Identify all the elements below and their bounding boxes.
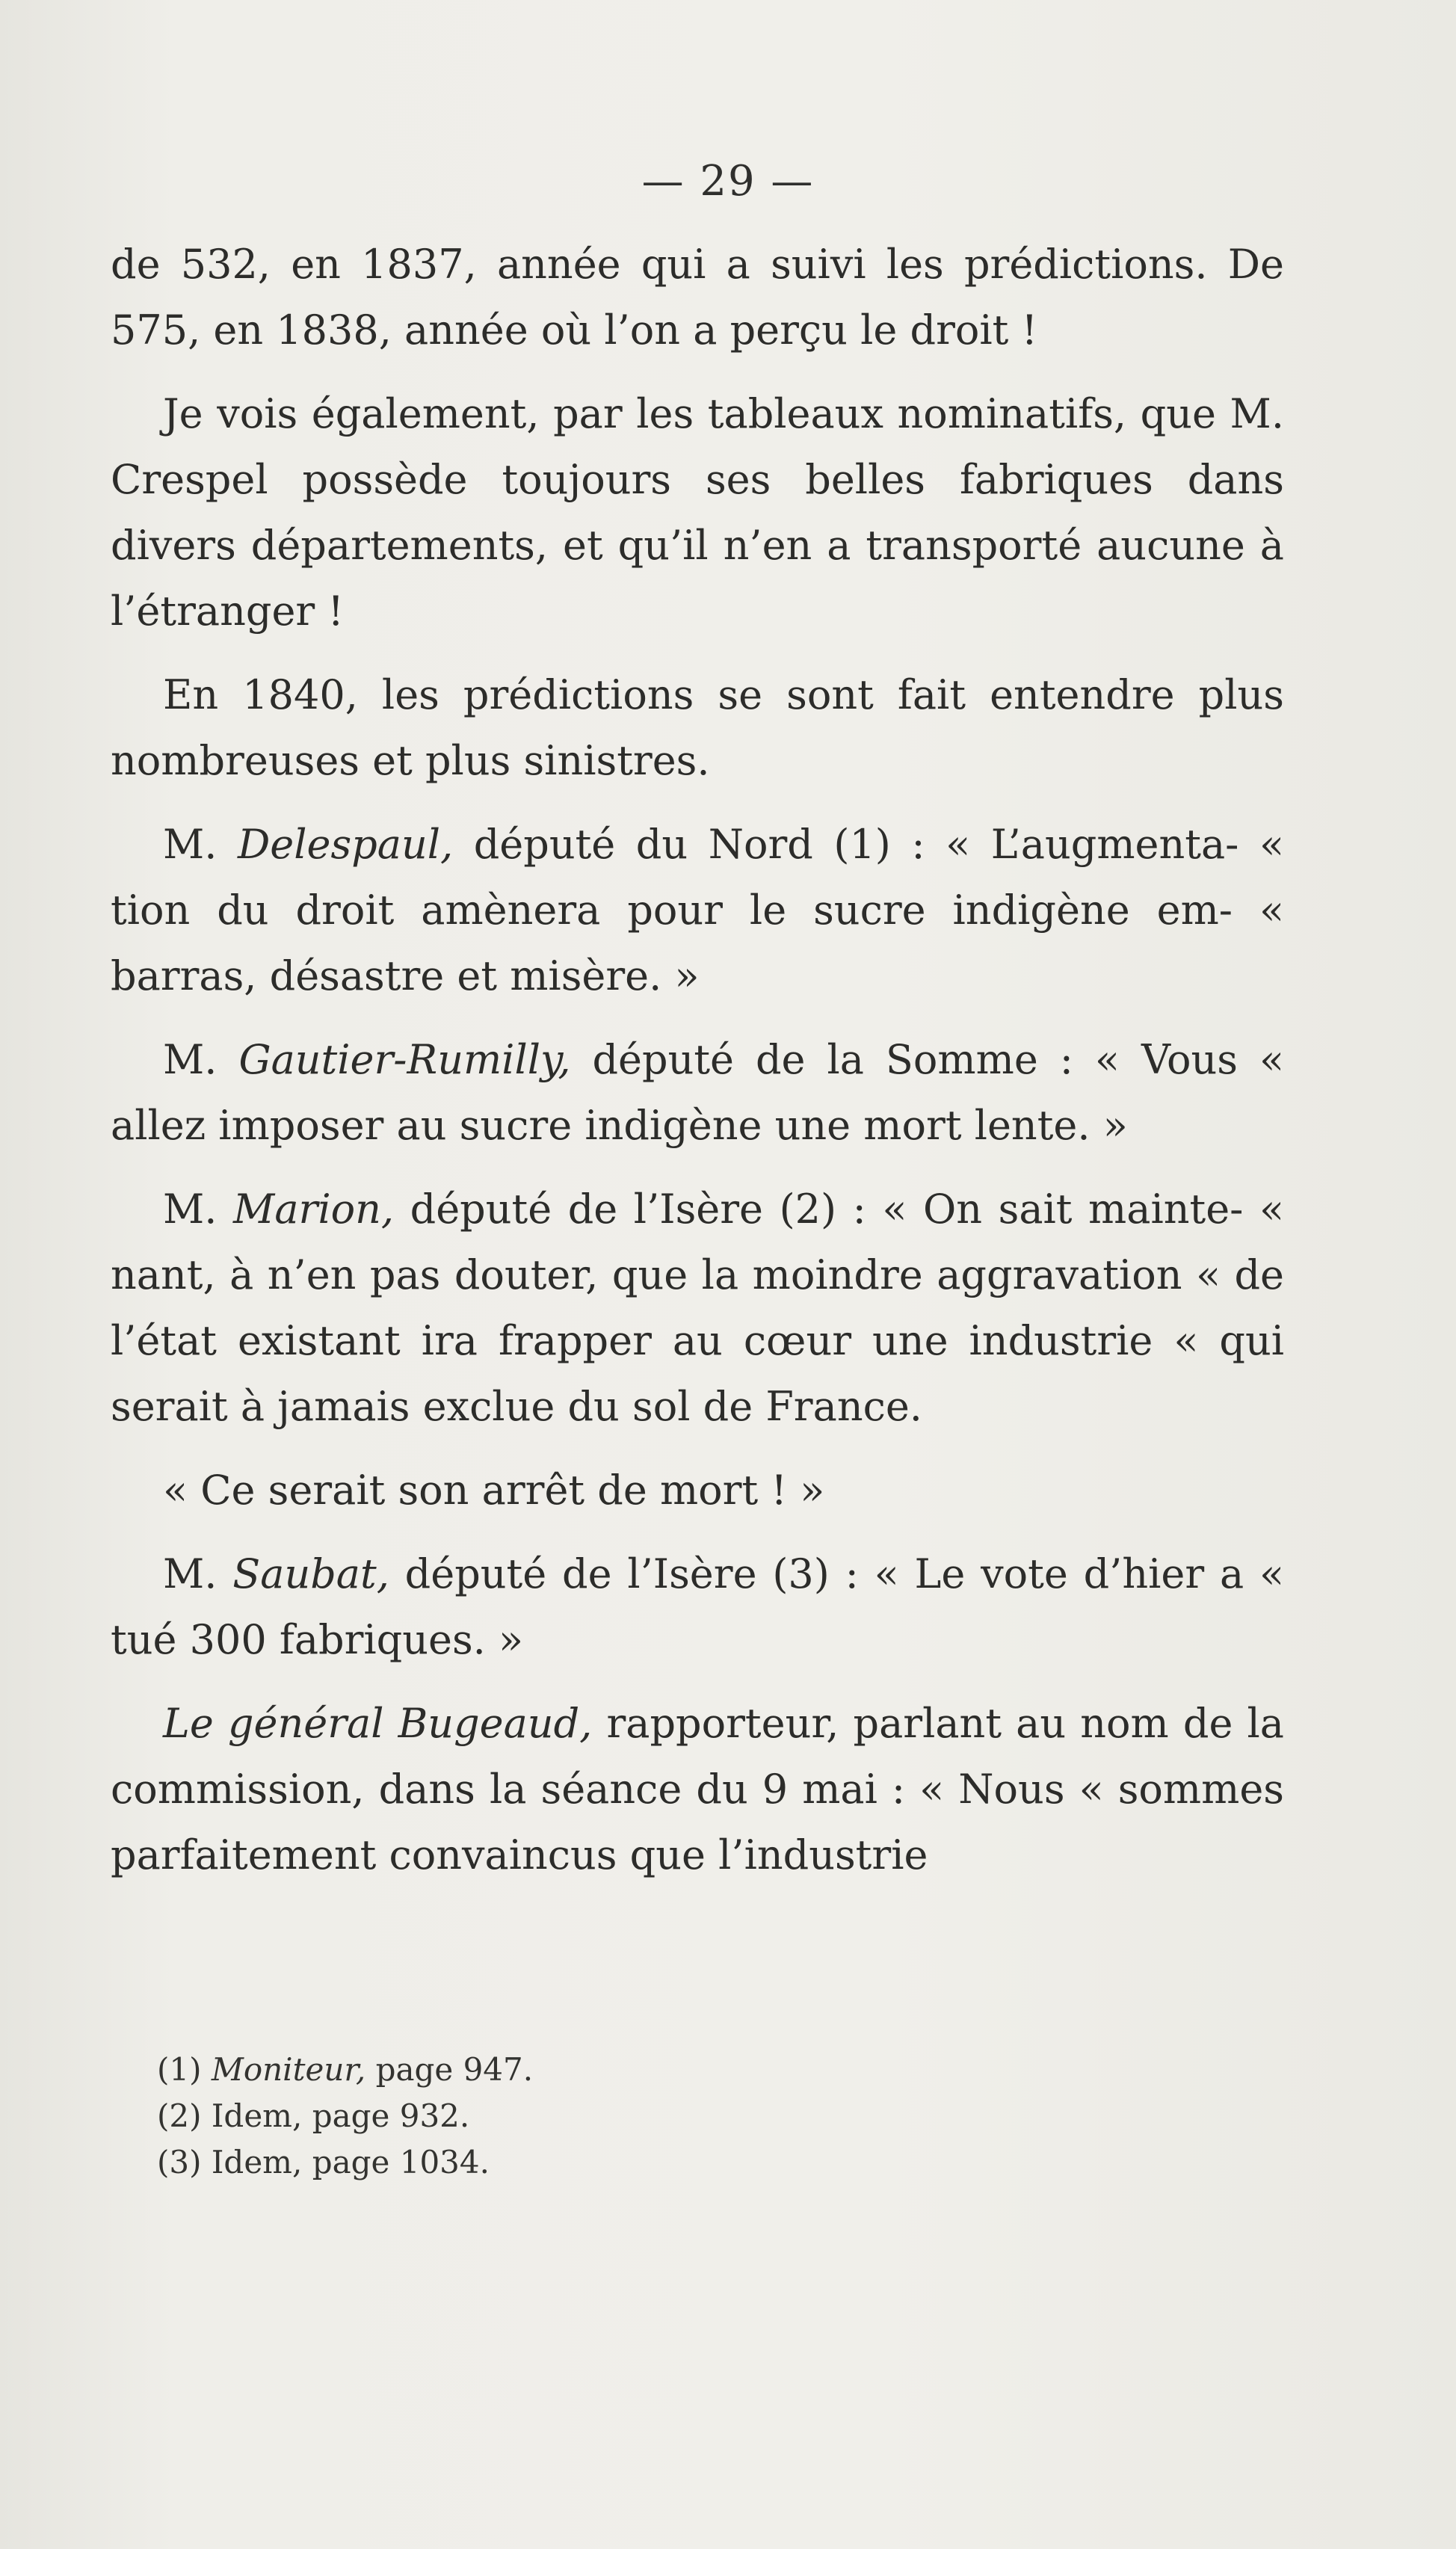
footnote-source: Idem, bbox=[211, 2144, 303, 2180]
page-number: — 29 — bbox=[641, 157, 815, 206]
quote-text: député de l’Isère (2) : « On sait mainte- « nant, à n’en pas douter, que la moindre aggravation « de l’état existant ira frapper au cœur une industrie « qui serait à jamais exclue du sol de France. bbox=[111, 1186, 1285, 1430]
speaker-name: Gautier-Rumilly, bbox=[238, 1036, 571, 1083]
quote-delespaul bbox=[111, 812, 1284, 1009]
quote-text: rapporteur, parlant au nom de la commission, dans la séance du 9 mai : « Nous « sommes parfaitement convaincus que l’industrie bbox=[111, 1700, 1285, 1878]
footnote-source: Moniteur, bbox=[211, 2051, 366, 2088]
quote-arret-de-mort: « Ce serait son arrêt de mort ! » bbox=[163, 1467, 825, 1514]
quote-saubat bbox=[111, 1541, 1284, 1673]
speaker-name: Delespaul, bbox=[238, 821, 454, 868]
quote-marion bbox=[111, 1177, 1284, 1440]
footnote-marker: (1) bbox=[157, 2051, 212, 2088]
speaker-name: Le général Bugeaud, bbox=[163, 1700, 593, 1747]
footnote-source: Idem, bbox=[211, 2098, 303, 2134]
speaker-prefix: M. bbox=[163, 1550, 233, 1597]
paragraph-continuation: de 532, en 1837, année qui a suivi les prédictions. De 575, en 1838, année où l’on a perçu le droit ! bbox=[111, 241, 1284, 354]
quote-bugeaud bbox=[111, 1691, 1284, 1888]
footnote-marker: (2) bbox=[157, 2098, 212, 2134]
footnote-page: page 947. bbox=[365, 2051, 534, 2088]
footnote-page: page 932. bbox=[302, 2098, 470, 2134]
speaker-prefix: M. bbox=[163, 821, 238, 868]
paragraph-crespel: Je vois également, par les tableaux nominatifs, que M. Crespel possède toujours ses belles fabriques dans divers départements, et qu’il n’en a transporté aucune à l’étranger ! bbox=[111, 390, 1284, 635]
footnote-3 bbox=[157, 2139, 1203, 2186]
footnote-2 bbox=[157, 2093, 1203, 2139]
quote-text: député de la Somme : « Vous « allez imposer au sucre indigène une mort lente. » bbox=[111, 1036, 1284, 1149]
quote-text: député du Nord (1) : « L’augmenta- « tion du droit amènera pour le sucre indigène em- « barras, désastre et misère. » bbox=[111, 821, 1285, 999]
footnote-1 bbox=[157, 2047, 1203, 2093]
speaker-name: Marion, bbox=[233, 1186, 395, 1233]
speaker-prefix: M. bbox=[163, 1186, 234, 1233]
quote-gautier-rumilly bbox=[111, 1027, 1284, 1159]
footnote-page: page 1034. bbox=[302, 2144, 490, 2180]
paragraph-1840-predictions: En 1840, les prédictions se sont fait entendre plus nombreuses et plus sinistres. bbox=[111, 671, 1284, 784]
body-text bbox=[111, 232, 1284, 1906]
footnotes bbox=[157, 2047, 1203, 2186]
speaker-name: Saubat, bbox=[232, 1550, 389, 1597]
speaker-prefix: M. bbox=[163, 1036, 239, 1083]
footnote-marker: (3) bbox=[157, 2144, 212, 2180]
quote-text: député de l’Isère (3) : « Le vote d’hier a « tué 300 fabriques. » bbox=[111, 1550, 1284, 1663]
